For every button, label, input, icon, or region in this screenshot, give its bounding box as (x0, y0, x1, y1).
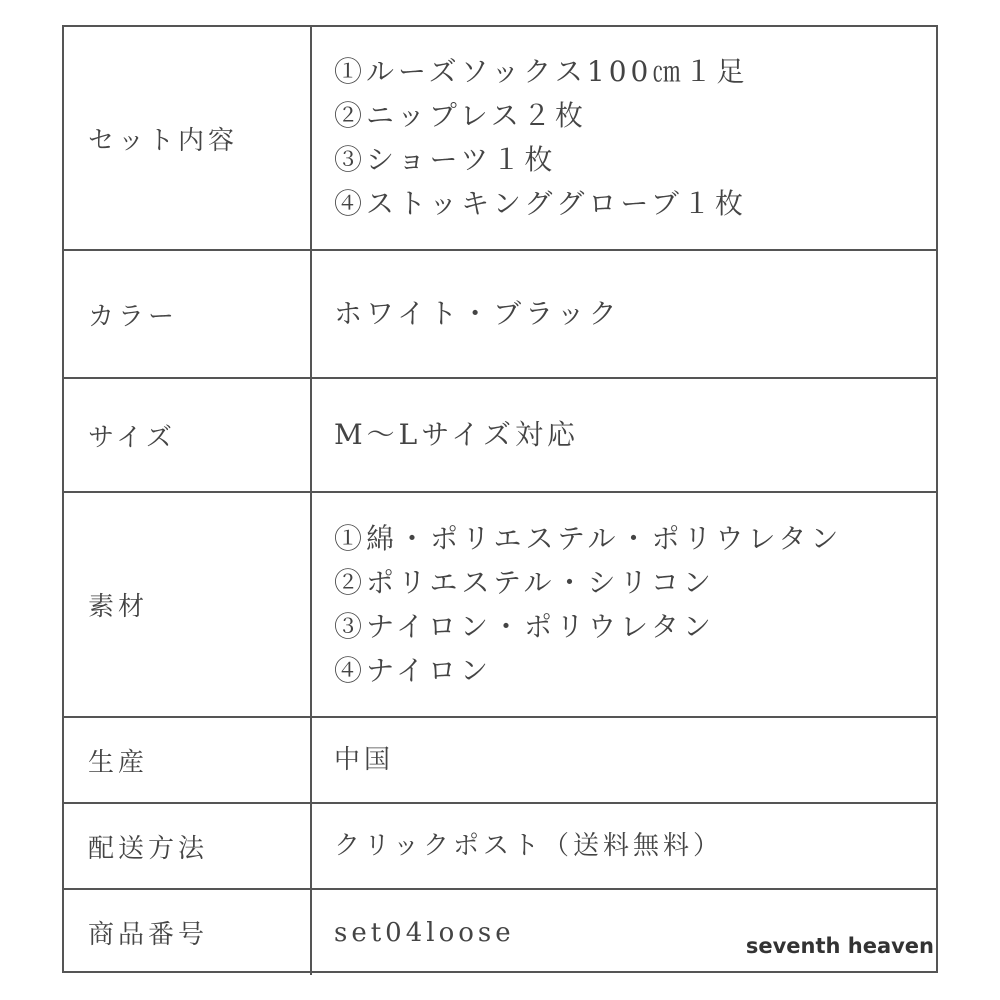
size-value: M～Lサイズ対応 (334, 418, 580, 451)
value-origin (312, 718, 936, 804)
material-item-4: ④ナイロン (334, 653, 493, 687)
label-text: カラー (88, 301, 179, 332)
label-product-code (64, 890, 312, 975)
label-text: 配送方法 (88, 833, 209, 864)
origin-value: 中国 (334, 745, 395, 775)
product-code-value: set04loose (334, 917, 515, 948)
label-color (64, 251, 312, 379)
material-item-2: ②ポリエステル・シリコン (334, 565, 715, 599)
set-item-3: ③ショーツ１枚 (334, 143, 557, 176)
set-item-1: ①ルーズソックス100㎝１足 (334, 55, 749, 88)
label-shipping (64, 804, 312, 890)
set-item-2: ②ニップレス２枚 (334, 99, 587, 132)
material-item-3: ③ナイロン・ポリウレタン (334, 609, 715, 643)
value-color (312, 251, 936, 379)
value-set-contents (312, 27, 936, 251)
spec-table (62, 25, 938, 973)
label-text: 生産 (88, 747, 149, 778)
value-shipping (312, 804, 936, 890)
value-size (312, 379, 936, 493)
value-material (312, 493, 936, 718)
label-origin (64, 718, 312, 804)
color-value: ホワイト・ブラック (334, 297, 621, 330)
material-item-1: ①綿・ポリエステル・ポリウレタン (334, 521, 843, 555)
label-size (64, 379, 312, 493)
set-item-4: ④ストッキンググローブ１枚 (334, 187, 747, 220)
label-set-contents (64, 27, 312, 251)
label-text: 素材 (88, 592, 149, 622)
brand-watermark: seventh heaven (745, 934, 934, 958)
shipping-value: クリックポスト（送料無料） (334, 831, 723, 861)
label-material (64, 493, 312, 718)
label-text: 商品番号 (88, 920, 209, 950)
value-product-code (312, 890, 936, 975)
label-text: セット内容 (88, 125, 239, 156)
label-text: サイズ (88, 422, 176, 453)
